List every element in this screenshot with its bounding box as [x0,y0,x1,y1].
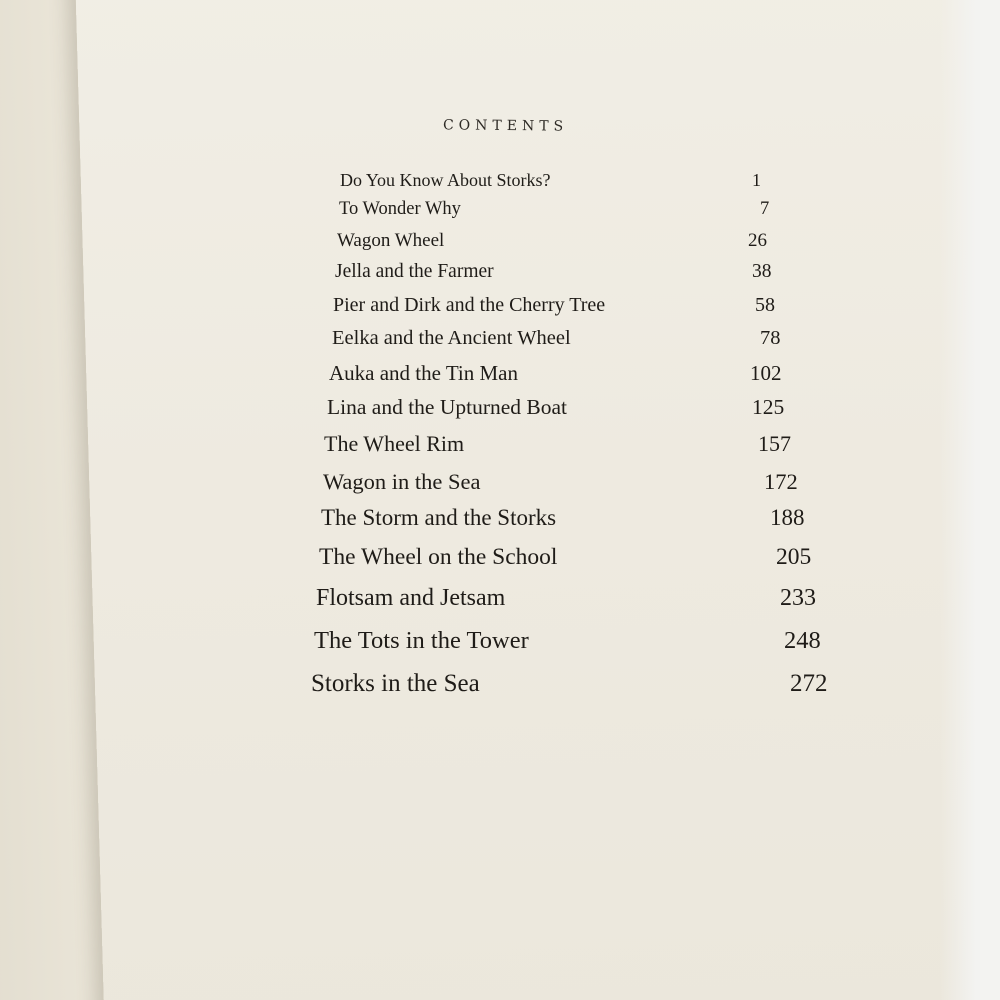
page-number: 78 [760,326,781,349]
chapter-title: Wagon in the Sea [323,469,481,495]
page-number: 205 [776,544,812,571]
chapter-title: Auka and the Tin Man [329,361,518,386]
chapter-title: The Storm and the Storks [321,504,557,530]
page-number: 272 [790,670,828,698]
chapter-title: The Wheel Rim [324,430,465,456]
chapter-title: Flotsam and Jetsam [316,585,506,611]
page-number: 157 [758,430,791,456]
chapter-title: Lina and the Upturned Boat [327,394,568,419]
page-number: 248 [784,626,821,654]
chapter-title: The Tots in the Tower [314,626,529,654]
chapter-title: Pier and Dirk and the Cherry Tree [333,294,606,316]
page-number: 188 [770,504,805,530]
chapter-title: Wagon Wheel [337,229,445,251]
page-number: 233 [780,585,816,611]
chapter-title: The Wheel on the School [319,544,558,571]
chapter-title: Do You Know About Storks? [340,169,551,190]
page-number: 58 [755,294,775,316]
contents-heading: CONTENTS [442,117,569,135]
chapter-title: Eelka and the Ancient Wheel [332,326,571,349]
page-number: 26 [748,229,767,251]
page-number: 125 [752,394,785,419]
page-number: 102 [750,361,782,386]
page-number: 38 [752,261,772,283]
page-number: 1 [752,169,761,190]
page-number: 7 [760,199,770,220]
chapter-title: Storks in the Sea [311,670,480,698]
chapter-title: Jella and the Farmer [335,261,494,283]
page-number: 172 [764,469,798,495]
chapter-title: To Wonder Why [339,199,461,220]
